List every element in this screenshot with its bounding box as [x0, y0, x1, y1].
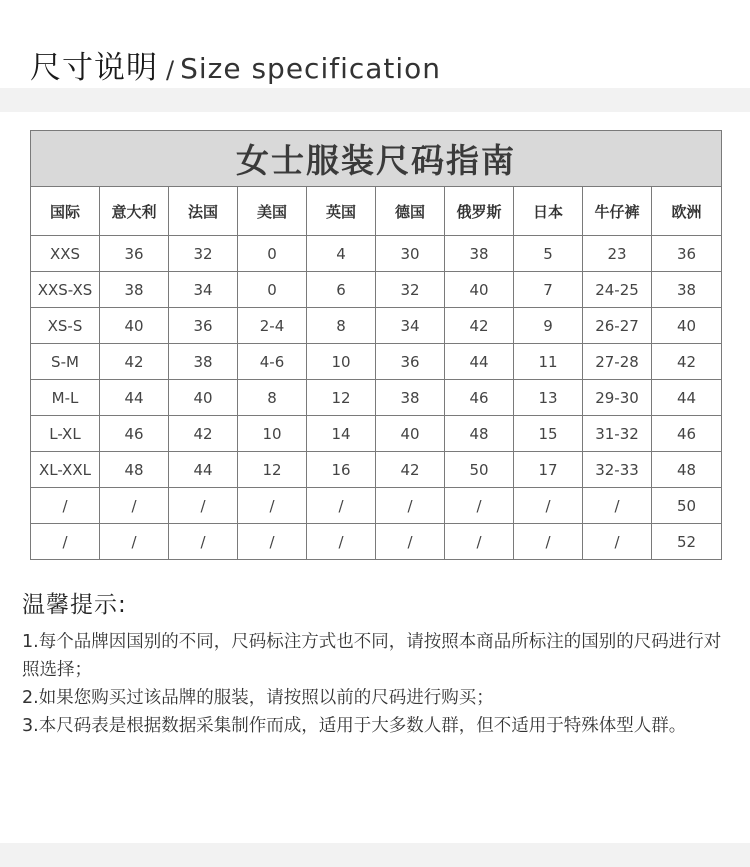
tip-item: 3.本尺码表是根据数据采集制作而成，适用于大多数人群，但不适用于特殊体型人群。 — [22, 716, 687, 736]
table-cell: 24-25 — [583, 272, 652, 308]
table-cell: / — [445, 524, 514, 560]
column-header: 日本 — [514, 187, 583, 236]
table-cell: / — [583, 524, 652, 560]
table-cell: 38 — [652, 272, 722, 308]
table-cell: 30 — [376, 236, 445, 272]
table-cell: 40 — [652, 308, 722, 344]
table-cell: 50 — [445, 452, 514, 488]
table-cell: / — [31, 524, 100, 560]
table-cell: 42 — [100, 344, 169, 380]
table-cell: XXS-XS — [31, 272, 100, 308]
table-cell: 13 — [514, 380, 583, 416]
table-cell: 31-32 — [583, 416, 652, 452]
table-cell: 40 — [445, 272, 514, 308]
table-cell: 10 — [307, 344, 376, 380]
table-cell: / — [514, 488, 583, 524]
table-cell: 38 — [376, 380, 445, 416]
table-cell: / — [31, 488, 100, 524]
table-cell: 34 — [376, 308, 445, 344]
column-header: 德国 — [376, 187, 445, 236]
table-cell: 10 — [238, 416, 307, 452]
title-chinese: 尺寸说明 — [30, 50, 158, 86]
table-cell: 14 — [307, 416, 376, 452]
table-cell: 36 — [652, 236, 722, 272]
table-cell: 48 — [445, 416, 514, 452]
table-cell: S-M — [31, 344, 100, 380]
table-row — [31, 272, 722, 308]
table-cell: 32 — [169, 236, 238, 272]
table-cell: / — [583, 488, 652, 524]
table-cell: 7 — [514, 272, 583, 308]
table-cell: 4 — [307, 236, 376, 272]
table-caption: 女士服装尺码指南 — [31, 131, 722, 187]
table-cell: / — [307, 488, 376, 524]
table-cell: 12 — [238, 452, 307, 488]
table-cell: 46 — [652, 416, 722, 452]
table-cell: / — [100, 524, 169, 560]
table-row — [31, 524, 722, 560]
table-cell: 38 — [169, 344, 238, 380]
column-header: 意大利 — [100, 187, 169, 236]
table-row — [31, 236, 722, 272]
table-cell: 44 — [652, 380, 722, 416]
table-cell: 36 — [169, 308, 238, 344]
header-divider-band — [0, 88, 750, 112]
table-cell: 32-33 — [583, 452, 652, 488]
table-cell: 42 — [652, 344, 722, 380]
table-cell: / — [100, 488, 169, 524]
table-cell: 2-4 — [238, 308, 307, 344]
table-cell: XXS — [31, 236, 100, 272]
table-cell: / — [376, 488, 445, 524]
table-cell: 42 — [169, 416, 238, 452]
table-cell: XL-XXL — [31, 452, 100, 488]
tip-item: 2.如果您购买过该品牌的服装，请按照以前的尺码进行购买； — [22, 688, 494, 708]
table-cell: / — [169, 524, 238, 560]
table-cell: 16 — [307, 452, 376, 488]
table-row — [31, 488, 722, 524]
table-cell: / — [238, 524, 307, 560]
column-header: 俄罗斯 — [445, 187, 514, 236]
table-cell: 36 — [376, 344, 445, 380]
table-cell: / — [169, 488, 238, 524]
table-row — [31, 344, 722, 380]
table-cell: 0 — [238, 236, 307, 272]
table-row — [31, 452, 722, 488]
table-cell: 8 — [238, 380, 307, 416]
size-chart — [30, 130, 721, 560]
table-cell: 38 — [100, 272, 169, 308]
table-cell: 50 — [652, 488, 722, 524]
table-cell: 12 — [307, 380, 376, 416]
column-header: 法国 — [169, 187, 238, 236]
table-cell: 6 — [307, 272, 376, 308]
table-cell: L-XL — [31, 416, 100, 452]
table-row — [31, 380, 722, 416]
table-cell: M-L — [31, 380, 100, 416]
tips-list — [22, 628, 734, 740]
table-cell: 40 — [169, 380, 238, 416]
table-cell: 4-6 — [238, 344, 307, 380]
page-title — [30, 42, 441, 87]
table-row — [31, 308, 722, 344]
title-english: Size specification — [180, 52, 442, 85]
table-cell: 17 — [514, 452, 583, 488]
table-cell: 15 — [514, 416, 583, 452]
table-cell: 44 — [445, 344, 514, 380]
table-cell: 29-30 — [583, 380, 652, 416]
table-cell: 23 — [583, 236, 652, 272]
table-cell: 9 — [514, 308, 583, 344]
table-cell: 40 — [100, 308, 169, 344]
table-cell: 42 — [376, 452, 445, 488]
column-header: 牛仔裤 — [583, 187, 652, 236]
table-cell: 0 — [238, 272, 307, 308]
table-body — [31, 236, 722, 560]
tips-title: 温馨提示: — [22, 592, 127, 618]
table-cell: 34 — [169, 272, 238, 308]
table-cell: / — [238, 488, 307, 524]
table-header-row — [31, 187, 722, 236]
table-cell: 11 — [514, 344, 583, 380]
table-cell: 46 — [445, 380, 514, 416]
table-cell: 48 — [100, 452, 169, 488]
table-cell: 38 — [445, 236, 514, 272]
table-cell: 46 — [100, 416, 169, 452]
tip-item: 1.每个品牌因国别的不同，尺码标注方式也不同，请按照本商品所标注的国别的尺码进行对照选择； — [22, 632, 722, 680]
table-cell: 42 — [445, 308, 514, 344]
table-cell: 26-27 — [583, 308, 652, 344]
column-header: 欧洲 — [652, 187, 722, 236]
table-cell: 44 — [169, 452, 238, 488]
table-cell: 8 — [307, 308, 376, 344]
table-cell: 27-28 — [583, 344, 652, 380]
table-cell: 52 — [652, 524, 722, 560]
column-header: 美国 — [238, 187, 307, 236]
table-cell: 48 — [652, 452, 722, 488]
table-cell: / — [445, 488, 514, 524]
table-cell: 40 — [376, 416, 445, 452]
table-cell: / — [376, 524, 445, 560]
table-row — [31, 416, 722, 452]
table-cell: 5 — [514, 236, 583, 272]
title-separator: / — [166, 56, 175, 84]
page-header — [0, 0, 750, 88]
column-header: 英国 — [307, 187, 376, 236]
table-cell: 36 — [100, 236, 169, 272]
column-header: 国际 — [31, 187, 100, 236]
footer-band — [0, 843, 750, 867]
table-cell: / — [514, 524, 583, 560]
table-cell: / — [307, 524, 376, 560]
table-cell: 32 — [376, 272, 445, 308]
table-cell: 44 — [100, 380, 169, 416]
table-cell: XS-S — [31, 308, 100, 344]
size-table — [30, 130, 722, 560]
